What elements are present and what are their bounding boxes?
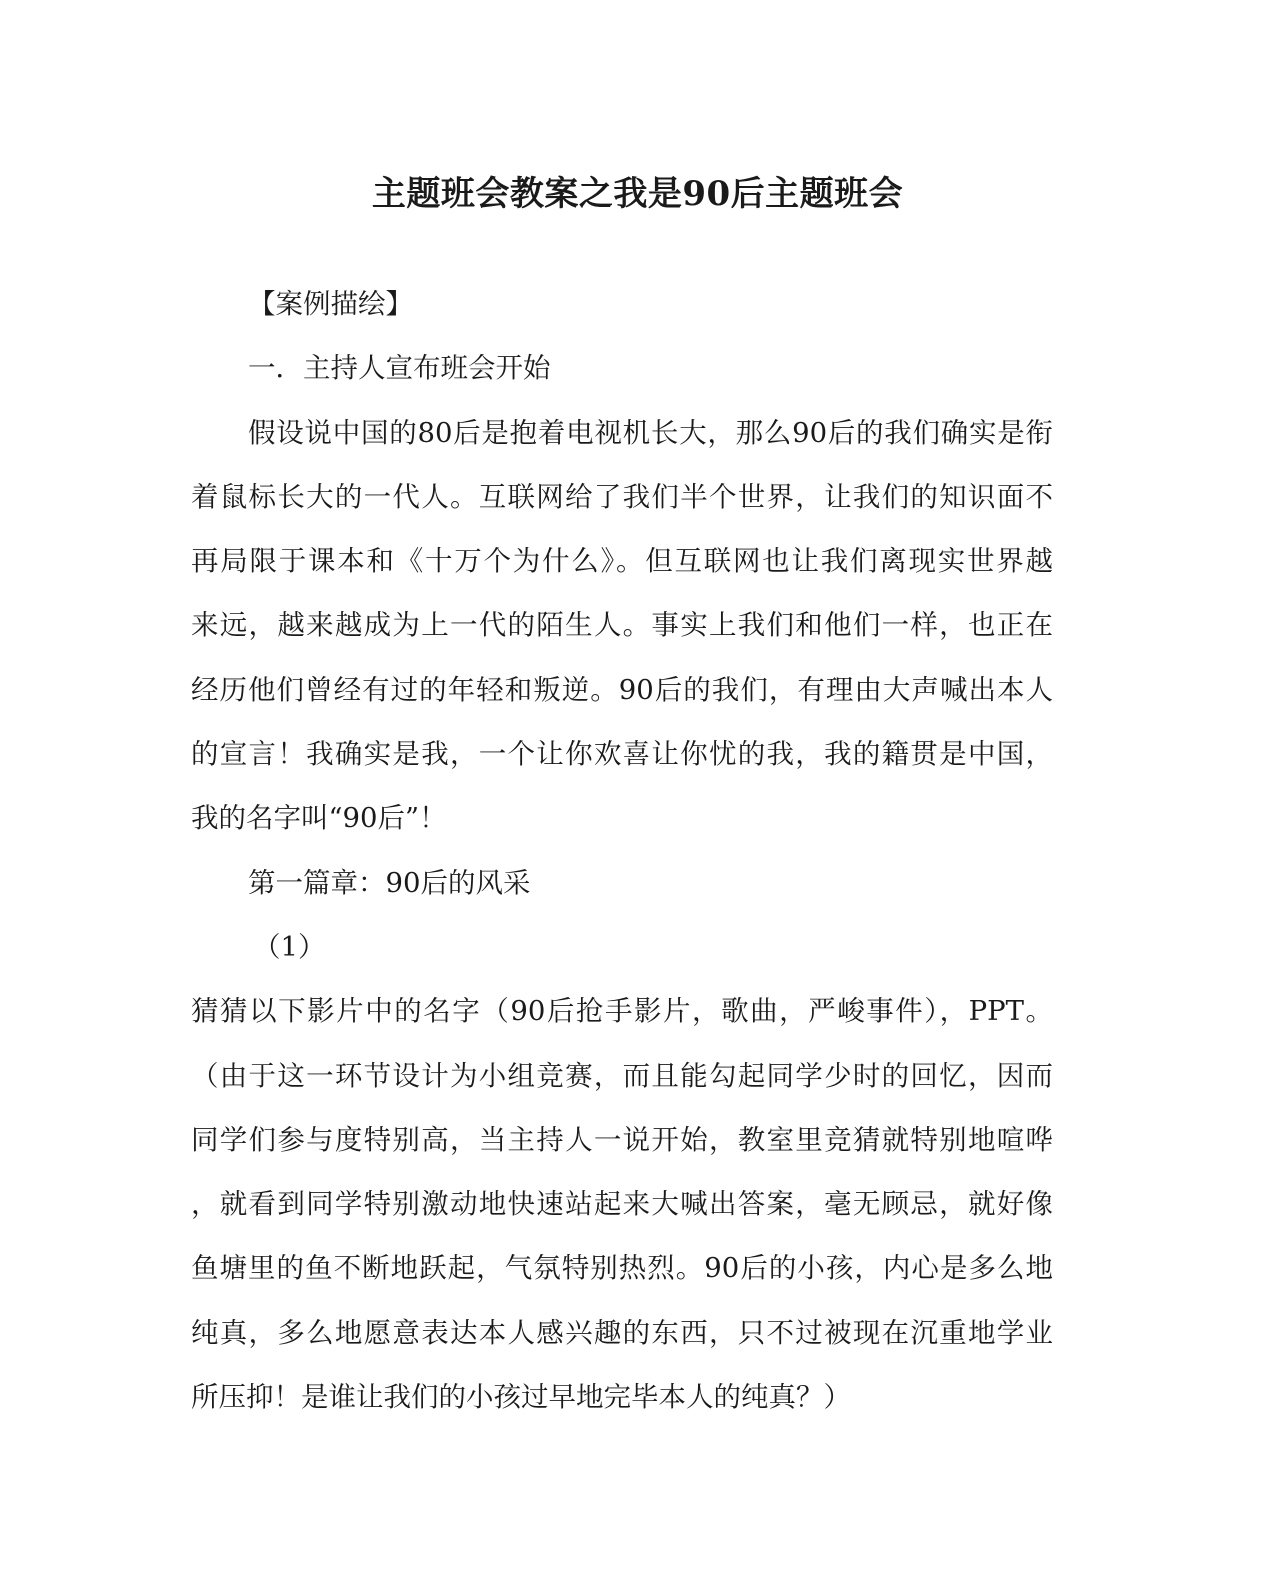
step-heading-1: 一．主持人宣布班会开始 <box>248 352 551 385</box>
paragraph-line: 鱼塘里的鱼不断地跃起，气氛特别热烈。90后的小孩，内心是多么地 <box>191 1252 1053 1285</box>
paragraph-line: 着鼠标长大的一代人。互联网给了我们半个世界，让我们的知识面不 <box>191 480 1053 513</box>
paragraph-line: 的宣言！我确实是我，一个让你欢喜让你忧的我，我的籍贯是中国， <box>191 738 1053 771</box>
paragraph-line: 再局限于课本和《十万个为什么》。但互联网也让我们离现实世界越 <box>191 545 1053 578</box>
chapter-heading: 第一篇章：90后的风采 <box>248 866 531 899</box>
paragraph-line: 猜猜以下影片中的名字（90后抢手影片，歌曲，严峻事件），PPT。 <box>191 995 1053 1028</box>
paragraph-line: 我的名字叫“90后”！ <box>191 802 447 835</box>
paragraph-line: 经历他们曾经有过的年轻和叛逆。90后的我们，有理由大声喊出本人 <box>191 673 1053 706</box>
paragraph-line: 同学们参与度特别高，当主持人一说开始，教室里竞猜就特别地喧哗 <box>191 1123 1053 1156</box>
section-heading-case: 【案例描绘】 <box>248 288 413 320</box>
document-body <box>191 272 1053 1429</box>
paragraph-line: 假设说中国的80后是抱着电视机长大，那么90后的我们确实是衔 <box>248 416 1053 449</box>
paragraph-line: （由于这一环节设计为小组竞赛，而且能勾起同学少时的回忆，因而 <box>191 1059 1053 1092</box>
paragraph-line: 来远，越来越成为上一代的陌生人。事实上我们和他们一样，也正在 <box>191 609 1053 642</box>
paragraph-line: 纯真，多么地愿意表达本人感兴趣的东西，只不过被现在沉重地学业 <box>191 1316 1053 1349</box>
paragraph-line: 所压抑！是谁让我们的小孩过早地完毕本人的纯真？） <box>191 1381 851 1414</box>
paragraph-line: ，就看到同学特别激动地快速站起来大喊出答案，毫无顾忌，就好像 <box>191 1188 1053 1221</box>
document-title: 主题班会教案之我是90后主题班会 <box>371 174 904 214</box>
item-number: （1） <box>253 930 326 963</box>
